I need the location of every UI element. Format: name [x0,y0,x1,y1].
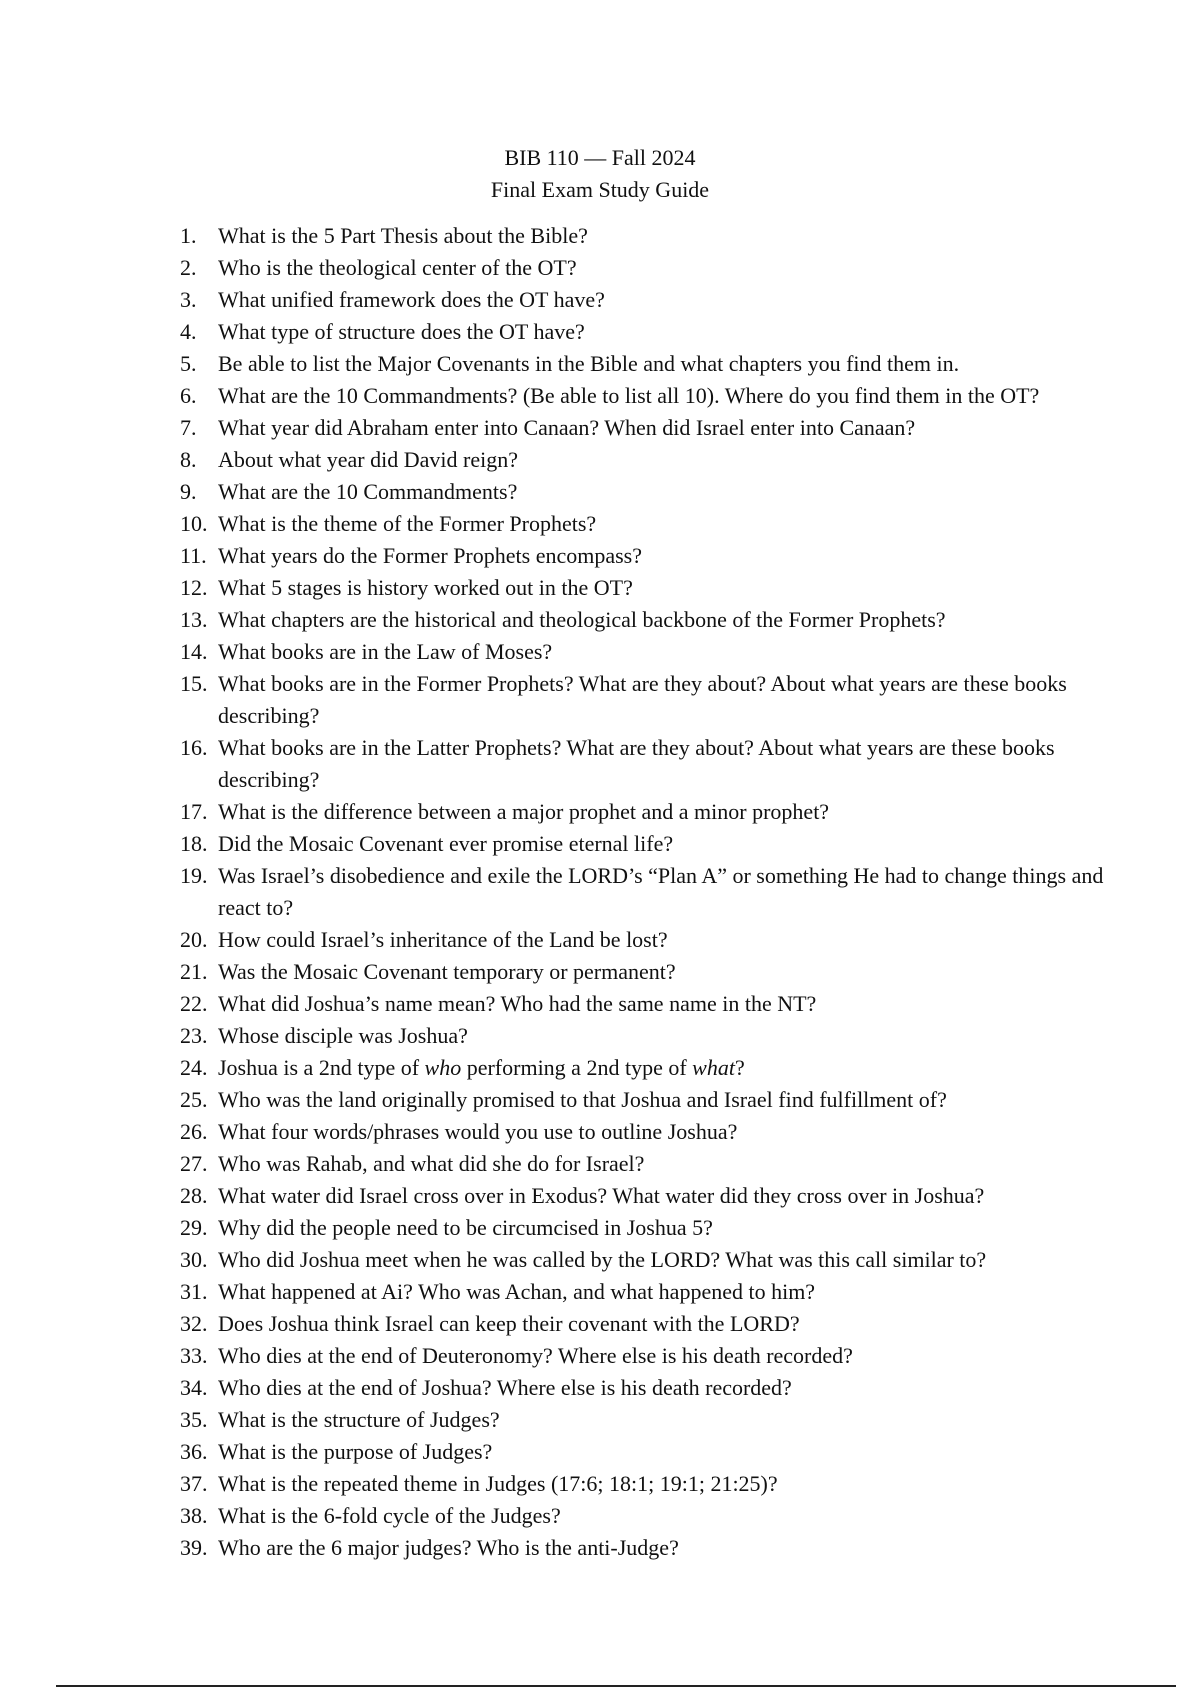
question-item [180,412,1130,444]
question-number: 11. [180,543,207,568]
question-item [180,380,1130,412]
question-number: 7. [180,415,197,440]
question-number: 14. [180,639,208,664]
question-item [180,796,1130,828]
question-number: 36. [180,1439,208,1464]
question-item [180,1244,1130,1276]
question-item [180,508,1130,540]
question-number: 18. [180,831,208,856]
question-item [180,732,1130,796]
question-item [180,348,1130,380]
question-number: 27. [180,1151,208,1176]
question-text: Whose disciple was Joshua? [218,1023,468,1048]
question-item [180,828,1130,860]
question-text: What did Joshua’s name mean? Who had the same name in the NT? [218,991,817,1016]
question-text: Why did the people need to be circumcised in Joshua 5? [218,1215,713,1240]
question-text: Does Joshua think Israel can keep their covenant with the LORD? [218,1311,800,1336]
question-list [180,220,1130,1564]
question-text: Who are the 6 major judges? Who is the anti-Judge? [218,1535,679,1560]
question-item [180,1468,1130,1500]
question-emphasis: who [424,1055,462,1080]
question-number: 15. [180,671,208,696]
bottom-divider [56,1685,1176,1687]
question-text: What is the purpose of Judges? [218,1439,493,1464]
question-text: Who was Rahab, and what did she do for Israel? [218,1151,645,1176]
question-item [180,1276,1130,1308]
question-text: What water did Israel cross over in Exodus? What water did they cross over in Joshua? [218,1183,985,1208]
question-text: Who is the theological center of the OT? [218,255,577,280]
question-text: Who dies at the end of Joshua? Where else is his death recorded? [218,1375,792,1400]
course-title: BIB 110 — Fall 2024 [504,145,696,170]
question-text: What year did Abraham enter into Canaan? When did Israel enter into Canaan? [218,415,916,440]
question-item [180,956,1130,988]
question-item [180,1084,1130,1116]
question-text: What 5 stages is history worked out in the OT? [218,575,633,600]
question-number: 20. [180,927,208,952]
question-number: 17. [180,799,208,824]
question-item [180,1020,1130,1052]
question-text: What happened at Ai? Who was Achan, and what happened to him? [218,1279,816,1304]
question-item [180,444,1130,476]
question-number: 34. [180,1375,208,1400]
question-number: 33. [180,1343,208,1368]
question-number: 6. [180,383,197,408]
question-text: What is the 6-fold cycle of the Judges? [218,1503,561,1528]
question-text: What books are in the Former Prophets? What are they about? About what years are these books describing? [218,671,1067,728]
question-text: Who was the land originally promised to that Joshua and Israel find fulfillment of? [218,1087,947,1112]
question-item [180,1404,1130,1436]
question-item [180,252,1130,284]
question-text: Who dies at the end of Deuteronomy? Where else is his death recorded? [218,1343,853,1368]
question-number: 28. [180,1183,208,1208]
question-number: 39. [180,1535,208,1560]
question-number: 5. [180,351,197,376]
question-text-part: ? [734,1055,745,1080]
question-number: 37. [180,1471,208,1496]
question-number: 16. [180,735,208,760]
question-number: 13. [180,607,208,632]
question-text: About what year did David reign? [218,447,518,472]
question-text-part: Joshua is a 2nd type of [218,1055,425,1080]
question-item [180,668,1130,732]
question-number: 1. [180,223,197,248]
question-number: 25. [180,1087,208,1112]
question-item [180,988,1130,1020]
question-item [180,1180,1130,1212]
question-text: What is the difference between a major prophet and a minor prophet? [218,799,830,824]
question-text: Who did Joshua meet when he was called by the LORD? What was this call similar to? [218,1247,987,1272]
question-item [180,1308,1130,1340]
question-item [180,476,1130,508]
question-text: Did the Mosaic Covenant ever promise eternal life? [218,831,674,856]
question-item [180,1340,1130,1372]
document-header [0,142,1200,206]
question-number: 4. [180,319,197,344]
question-number: 30. [180,1247,208,1272]
question-number: 24. [180,1055,208,1080]
question-text: What unified framework does the OT have? [218,287,605,312]
question-text: What is the 5 Part Thesis about the Bible? [218,223,588,248]
question-item [180,316,1130,348]
question-text: What are the 10 Commandments? [218,479,518,504]
question-number: 23. [180,1023,208,1048]
question-text: Was Israel’s disobedience and exile the LORD’s “Plan A” or something He had to change things and react to? [218,863,1104,920]
question-item [180,1148,1130,1180]
question-text: What books are in the Latter Prophets? What are they about? About what years are these books describing? [218,735,1055,792]
question-item [180,572,1130,604]
question-item [180,1500,1130,1532]
question-number: 26. [180,1119,208,1144]
question-text: What is the structure of Judges? [218,1407,500,1432]
question-text: Was the Mosaic Covenant temporary or permanent? [218,959,676,984]
page-title: Final Exam Study Guide [490,177,710,202]
question-item [180,636,1130,668]
question-text: What type of structure does the OT have? [218,319,585,344]
question-number: 22. [180,991,208,1016]
question-number: 35. [180,1407,208,1432]
question-text [218,1052,1130,1084]
question-number: 8. [180,447,197,472]
question-item [180,1372,1130,1404]
question-number: 38. [180,1503,208,1528]
question-number: 10. [180,511,208,536]
question-number: 21. [180,959,208,984]
question-item [180,540,1130,572]
question-number: 29. [180,1215,208,1240]
question-item [180,1212,1130,1244]
question-item [180,1532,1130,1564]
question-number: 19. [180,863,208,888]
question-item [180,220,1130,252]
question-item [180,1052,1130,1084]
question-emphasis: what [692,1055,735,1080]
question-item [180,284,1130,316]
question-number: 2. [180,255,197,280]
question-text-part: performing a 2nd type of [461,1055,693,1080]
question-text: How could Israel’s inheritance of the Land be lost? [218,927,668,952]
question-item [180,604,1130,636]
question-text: What is the repeated theme in Judges (17:6; 18:1; 19:1; 21:25)? [218,1471,778,1496]
question-item [180,924,1130,956]
question-number: 31. [180,1279,208,1304]
question-text: Be able to list the Major Covenants in the Bible and what chapters you find them in. [218,351,960,376]
question-item [180,1436,1130,1468]
question-text: What years do the Former Prophets encompass? [218,543,642,568]
question-text: What is the theme of the Former Prophets? [218,511,597,536]
question-number: 3. [180,287,197,312]
question-item [180,860,1130,924]
question-text: What chapters are the historical and theological backbone of the Former Prophets? [218,607,946,632]
question-number: 12. [180,575,208,600]
question-text: What are the 10 Commandments? (Be able to list all 10). Where do you find them in the OT? [218,383,1040,408]
question-number: 9. [180,479,197,504]
question-item [180,1116,1130,1148]
question-number: 32. [180,1311,208,1336]
question-text: What four words/phrases would you use to outline Joshua? [218,1119,738,1144]
question-text: What books are in the Law of Moses? [218,639,553,664]
